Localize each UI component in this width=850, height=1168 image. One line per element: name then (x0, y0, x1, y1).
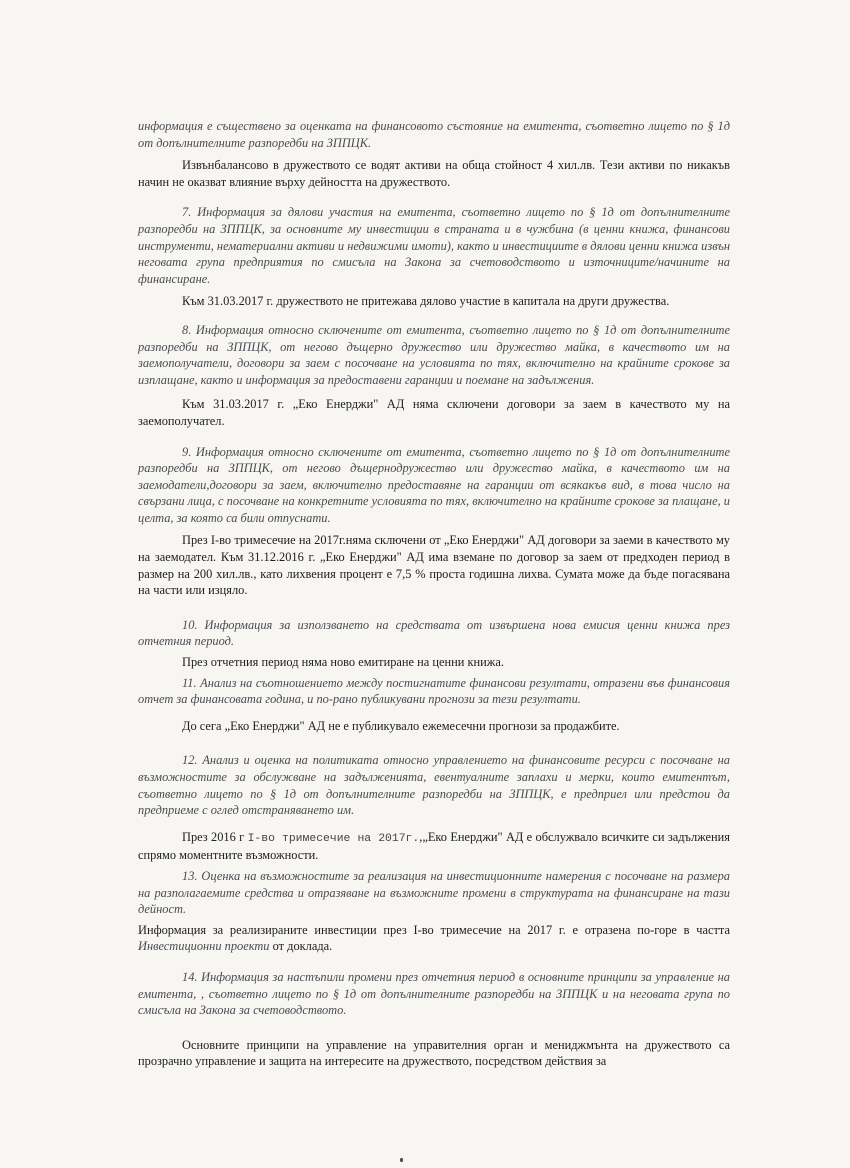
section-10-answer: През отчетния период няма ново емитиране на ценни книжа. (182, 655, 504, 670)
section-12-answer-typed-insert: I-во тримесечие на 2017г. (247, 832, 420, 845)
section-13-answer-end: от доклада. (269, 939, 333, 954)
section-13-answer-start: Информация за реализираните инвестиции през I-во тримесечие на 2017 г. е отразена по-горе в частта (138, 922, 730, 937)
document-body (138, 118, 730, 1070)
section-12-answer (138, 829, 730, 864)
section-12-answer-start: През 2016 г (182, 829, 248, 844)
section-8-heading: 8. Информация относно сключените от емитента, съответно лицето по § 1д от допълнителните разпоредби на ЗППЦК, от негово дъщерно дружество или дружество майка, в качеството им на заемополучатели, договори за заем с посочване на условията по тях, включително на крайните срокове за изплащане, както и информация за предоставени гаранции и поемане на задължения. (138, 322, 730, 387)
section-9-heading: 9. Информация относно сключените от емитента, съответно лицето по § 1д от допълнителните разпоредби на ЗППЦК, от негово дъщернодружество или дружество майка, в качеството им на заемодатели,договори за заем, включително предоставяне на гаранции от всякакъв вид, в това число на свързани лица, с посочване на конкретните условията по тях, включително на крайните срокове за плащане, и целта, за която са били отпуснати. (138, 444, 730, 525)
section-11-answer: До сега „Еко Енерджи" АД не е публикувало ежемесечни прогнози за продажбите. (182, 718, 620, 733)
section-14-answer: Основните принципи на управление на управителния орган и мениджмънта на дружеството са прозрачно управление и защита на интересите на дружеството, посредством действия за (138, 1037, 730, 1069)
section-7-heading: 7. Информация за дялови участия на емитента, съответно лицето по § 1д от допълнителните разпоредби на ЗППЦК, за основните му инвестиции в страната и в чужбина (в ценни книжа, финансови инструменти, нематериални активи и недвижими имоти), както и инвестициите в дялови ценни книжа извън неговата група предприятия по смисъла на Закона за счетоводството и източниците/начините на финансиране. (138, 205, 730, 286)
section-13-heading: 13. Оценка на възможностите за реализация на инвестиционните намерения с посочване на размера на разполагаемите средства и отразяване на възможните промени в структурата на финансиране на тази дейност. (138, 868, 730, 917)
section-7-answer: Към 31.03.2017 г. дружеството не притежава дялово участие в капитала на други дружества. (182, 294, 670, 309)
section-8-answer: Към 31.03.2017 г. „Еко Енерджи" АД няма сключени договори за заем в качеството му на заемополучател. (138, 397, 730, 428)
section-14-heading: 14. Информация за настъпили промени през отчетния период в основните принципи за управление на емитента, , съответно лицето по § 1д от допълнителните разпоредби на ЗППЦК и на неговата група по смисъла на Закона за счетоводството. (138, 969, 730, 1018)
scan-speck (400, 1158, 403, 1162)
section-13-answer-reference: Инвестиционни проекти (138, 939, 270, 954)
section-12-answer-end: ,„Еко Енерджи" АД е обслужвало всичките си задължения спрямо моментните възможности. (138, 829, 730, 863)
section-12-heading: 12. Анализ и оценка на политиката относно управлението на финансовите ресурси с посочване на възможностите за обслужване на задълженията, евентуалните заплахи и мерки, които емитентът, съответно лицето по § 1д от допълнителните разпоредби на ЗППЦК, е предприел или предстои да предприеме с оглед отстраняването им. (138, 753, 730, 818)
section-13-answer (138, 922, 730, 955)
paragraph-off-balance-assets: Извънбалансово в дружеството се водят активи на обща стойност 4 хил.лв. Тези активи по никакъв начин не оказват влияние върху дейността на дружеството. (138, 158, 730, 189)
section-11-heading: 11. Анализ на съотношението между постигнатите финансови резултати, отразени във финансовия отчет за финансовата година, и по-рано публикувани прогнози за тези резултати. (138, 675, 730, 707)
section-9-answer: През I-во тримесечие на 2017г.няма сключени от „Еко Енерджи" АД договори за заеми в качеството му на заемодател. Към 31.12.2016 г. „Еко Енерджи" АД има вземане по договор за заем от предходен период в размер на 200 хил.лв., като лихвения процент е 7,5 % проста годишна лихва. Сумата може да бъде погасявана на части или изцяло. (138, 533, 730, 598)
section-10-heading: 10. Информация за използването на средствата от извършена нова емисия ценни книжа през отчетния период. (138, 617, 730, 649)
paragraph-intro-continued: информация е съществено за оценката на финансовото състояние на емитента, съответно лицето по § 1д от допълнителните разпоредби на ЗППЦК. (138, 119, 730, 150)
